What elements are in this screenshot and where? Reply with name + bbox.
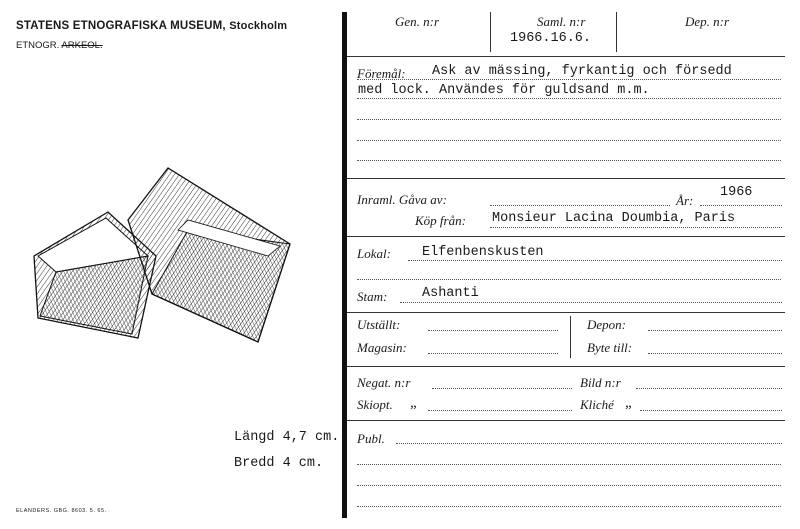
lokal-dotted-1 xyxy=(408,260,782,261)
utstallt-dotted xyxy=(428,330,558,331)
kop-label: Köp från: xyxy=(415,213,466,228)
depon-dotted xyxy=(648,330,782,331)
depon-label: Depon: xyxy=(587,317,626,332)
lokal-label: Lokal: xyxy=(357,246,391,261)
kop-value: Monsieur Lacina Doumbia, Paris xyxy=(492,211,736,226)
etnogr-label: ETNOGR. xyxy=(16,40,60,51)
kliche-label: Kliché xyxy=(580,397,614,412)
kliche-dotted xyxy=(640,410,782,411)
foremal-dotted-5 xyxy=(357,160,781,161)
top-row-rule xyxy=(347,56,785,57)
ar-dotted xyxy=(700,205,782,206)
storage-separator xyxy=(570,316,571,358)
box-lid-shape xyxy=(128,168,290,342)
museum-title: STATENS ETNOGRAFISKA MUSEUM, xyxy=(16,20,226,32)
card-divider xyxy=(342,12,347,518)
inraml-label: Inraml. Gåva av: xyxy=(357,192,447,207)
foremal-rule xyxy=(347,178,785,179)
artifact-drawing xyxy=(28,160,300,350)
publ-label: Publ. xyxy=(357,431,385,446)
inraml-dotted xyxy=(490,205,670,206)
publ-dotted-3 xyxy=(357,485,781,486)
foremal-dotted-3 xyxy=(357,119,781,120)
stam-dotted xyxy=(400,302,782,303)
photo-rule xyxy=(347,420,785,421)
byte-till-dotted xyxy=(648,353,782,354)
printer-footer: ELANDERS. GBG. 8603. 5. 65. xyxy=(16,508,107,514)
foremal-line1: Ask av mässing, fyrkantig och försedd xyxy=(432,64,732,79)
dep-nr-label: Dep. n:r xyxy=(685,14,730,29)
negat-dotted xyxy=(432,388,572,389)
byte-till-label: Byte till: xyxy=(587,340,633,355)
foremal-label: Föremål: xyxy=(357,66,406,81)
skiopt-dotted xyxy=(428,410,572,411)
width-text: Bredd 4 cm. xyxy=(234,456,324,471)
stam-label: Stam: xyxy=(357,289,388,304)
magasin-dotted xyxy=(428,353,558,354)
length-text: Längd 4,7 cm. xyxy=(234,430,340,445)
saml-nr-value: 1966.16.6. xyxy=(510,31,592,46)
skiopt-label: Skiopt. xyxy=(357,397,393,412)
bild-dotted xyxy=(636,388,782,389)
skiopt-ditto: „ xyxy=(410,395,417,411)
kop-dotted xyxy=(490,227,782,228)
ar-value: 1966 xyxy=(720,185,753,200)
saml-nr-label: Saml. n:r xyxy=(537,14,586,29)
foremal-line2: med lock. Användes för guldsand m.m. xyxy=(358,83,650,98)
lokal-value: Elfenbenskusten xyxy=(422,245,544,260)
bild-label: Bild n:r xyxy=(580,375,621,390)
stam-rule xyxy=(347,312,785,313)
top-row-separator-1 xyxy=(490,12,491,52)
magasin-label: Magasin: xyxy=(357,340,407,355)
ar-label: År: xyxy=(676,193,694,208)
negat-label: Negat. n:r xyxy=(357,375,411,390)
top-row-separator-2 xyxy=(616,12,617,52)
stam-value: Ashanti xyxy=(422,286,479,301)
lokal-dotted-2 xyxy=(357,279,781,280)
gen-nr-label: Gen. n:r xyxy=(395,14,440,29)
publ-dotted-4 xyxy=(357,506,781,507)
arkeol-struck-label: ARKEOL. xyxy=(61,40,103,51)
publ-dotted-2 xyxy=(357,464,781,465)
kliche-ditto: „ xyxy=(625,395,632,411)
museum-city: Stockholm xyxy=(229,20,288,32)
acquisition-rule xyxy=(347,236,785,237)
storage-rule xyxy=(347,366,785,367)
foremal-dotted-4 xyxy=(357,140,781,141)
foremal-dotted-1 xyxy=(357,79,781,80)
utstallt-label: Utställt: xyxy=(357,317,401,332)
publ-dotted-1 xyxy=(396,443,782,444)
foremal-dotted-2 xyxy=(357,98,781,99)
department-line xyxy=(16,40,103,51)
museum-name xyxy=(16,20,287,32)
